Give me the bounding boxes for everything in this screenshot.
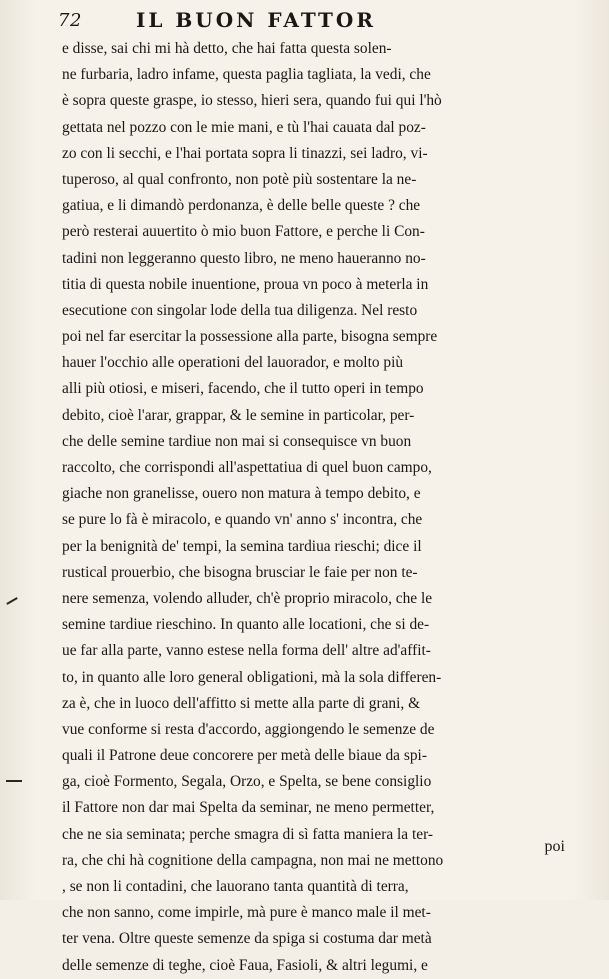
text-line: to, in quanto alle loro general obligationi, mà la sola differen-	[62, 668, 442, 686]
text-line: se pure lo fà è miracolo, e quando vn' anno s' incontra, che	[62, 511, 423, 529]
text-line: quali il Patrone deue concorere per metà delle biaue da spi-	[62, 747, 427, 765]
page-number: 72	[58, 10, 82, 31]
catchword: poi	[544, 838, 565, 855]
text-line: , se non li contadini, che lauorano tanta quantità di terra,	[62, 878, 409, 895]
text-line: semine tardiue rieschino. In quanto alle locationi, che si de-	[62, 616, 430, 634]
text-line: debito, cioè l'arar, grappar, & le semine in particolar, per-	[62, 406, 415, 424]
text-line: e disse, sai chi mi hà detto, che hai fatta questa solen-	[62, 40, 392, 57]
text-line: che non sanno, come impirle, mà pure è manco male il met-	[62, 904, 431, 922]
text-line: ue far alla parte, vanno estese nella forma dell' altre ad'affit-	[62, 642, 431, 660]
text-line: titia di questa nobile inuentione, proua vn poco à meterla in	[62, 275, 429, 293]
text-line: delle semenze di teghe, cioè Faua, Fasioli, & altri legumi, e	[62, 956, 428, 974]
text-line: è sopra queste graspe, io stesso, hieri sera, quando fui qui l'hò	[62, 92, 442, 110]
text-line: ne furbaria, ladro infame, questa paglia tagliata, la vedi, che	[62, 66, 431, 84]
text-line: nere semenza, volendo alluder, ch'è proprio miracolo, che le	[62, 589, 433, 607]
text-line: gettata nel pozzo con le mie mani, e tù l'hai cauata dal poz-	[62, 118, 426, 136]
text-line: che ne sia seminata; perche smagra di sì fatta maniera la ter-	[62, 825, 434, 843]
text-line: che delle semine tardiue non mai si consequisce vn buon	[62, 432, 412, 450]
text-line: raccolto, che corrispondi all'aspettatiua di quel buon campo,	[62, 459, 432, 476]
text-line: ga, cioè Formento, Segala, Orzo, e Spelta, se bene consiglio	[62, 773, 432, 791]
text-line: zo con li secchi, e l'hai portata sopra li tinazzi, sei ladro, vi-	[62, 144, 428, 162]
text-line: za è, che in luoco dell'affitto si mette alla parte di grani, &	[62, 694, 421, 712]
text-line: però resterai auuertito ò mio buon Fattore, e perche li Con-	[62, 223, 425, 241]
margin-mark	[6, 597, 17, 605]
text-line: per la benignità de' tempi, la semina tardiua rieschi; dice il	[62, 537, 422, 555]
text-line: gatiua, e li dimandò perdonanza, è delle belle queste ? che	[62, 197, 421, 215]
text-line: il Fattore non dar mai Spelta da seminar, ne meno permetter,	[62, 799, 435, 817]
text-line: tuperoso, al qual confronto, non potè più sostentare la ne-	[62, 170, 417, 188]
text-line: rustical prouerbio, che bisogna brusciar le faie per non te-	[62, 563, 418, 581]
text-line: ra, che chi hà cognitione della campagna, non mai ne mettono	[62, 851, 444, 869]
text-line: poi nel far esercitar la possessione alla parte, bisogna sempre	[62, 328, 438, 346]
text-line: vue conforme si resta d'accordo, aggiongendo le semenze de	[62, 720, 435, 738]
text-line: esecutione con singolar lode della tua diligenza. Nel resto	[62, 301, 418, 319]
text-line: giache non granelisse, ouero non matura à tempo debito, e	[62, 485, 421, 503]
text-line: tadini non leggeranno questo libro, ne meno haueranno no-	[62, 249, 426, 267]
text-line: hauer l'occhio alle operationi del lauorador, e molto più	[62, 354, 404, 372]
page-header	[58, 8, 578, 34]
running-head: IL BUON FATTOR	[136, 8, 376, 32]
text-line: alli più otiosi, e miseri, facendo, che il tutto operi in tempo	[62, 380, 424, 398]
margin-mark	[6, 780, 22, 782]
body-text	[62, 36, 594, 979]
text-line: ter vena. Oltre queste semenze da spiga si costuma dar metà	[62, 930, 432, 948]
